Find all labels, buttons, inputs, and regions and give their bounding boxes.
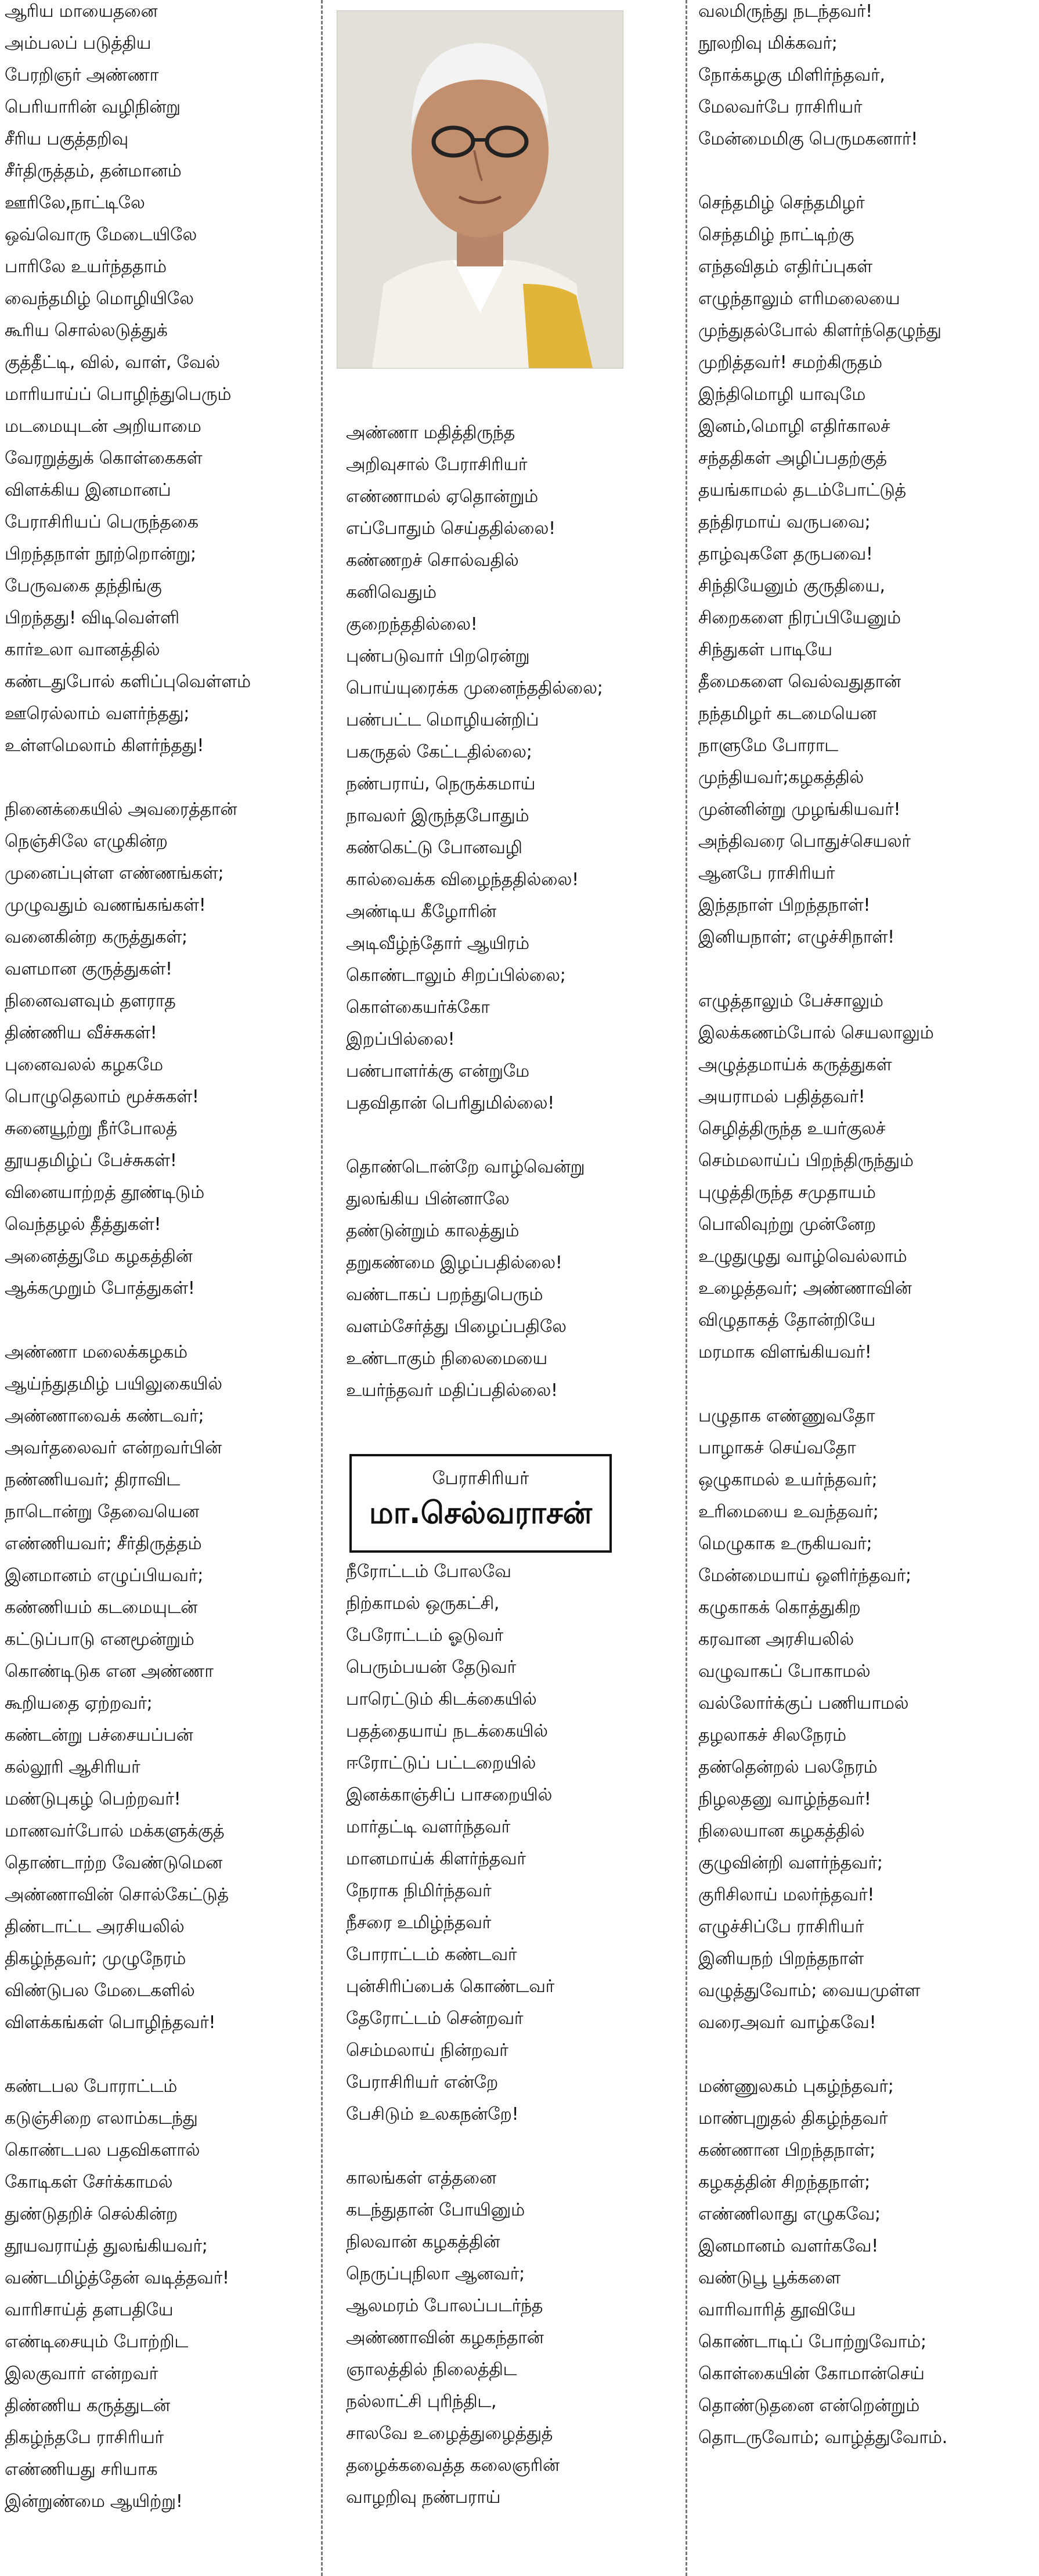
poem-line: உழுதுழுது வாழ்வெல்லாம் [698, 1246, 907, 1267]
poem-line: வாரிசாய்த் தளபதியே [5, 2300, 174, 2320]
poem-line: கண்ணான பிறந்தநாள்; [698, 2140, 875, 2160]
poem-line: பெரும்பயன் தேடுவர் [346, 1657, 516, 1677]
poem-line: செழித்திருந்த உயர்குலச் [698, 1119, 886, 1139]
poem-line: கண்டன்று பச்சையப்பன் [5, 1725, 193, 1745]
poem-line: சிறைகளை நிரப்பியேனும் [698, 608, 901, 628]
poem-line: மேன்மைமிகு பெருமகனார்! [698, 129, 918, 149]
poem-line: செம்மலாய்ப் பிறந்திருந்தும் [698, 1150, 914, 1171]
poem-line: கொண்டாடிப் போற்றுவோம்; [698, 2332, 926, 2352]
poem-line: மாண்புறுதல் திகழ்ந்தவர் [698, 2108, 888, 2128]
poem-line: பழுதாக எண்ணுவதோ [698, 1406, 875, 1426]
poem-line: விளக்கங்கள் பொழிந்தவர்! [5, 2012, 216, 2033]
poem-line: சிந்துகள் பாடியே [698, 640, 832, 660]
poem-line: வைந்தமிழ் மொழியிலே [5, 288, 194, 309]
stanza-gap [0, 1304, 313, 1336]
poem-line: பண்பட்ட மொழியன்றிப் [346, 710, 539, 730]
poem-line: கால்வைக்க விழைந்ததில்லை! [346, 870, 579, 890]
poem-line: கழுகாகக் கொத்துகிற [698, 1597, 861, 1618]
poem-line: திகழ்ந்தவர்; முழுநேரம் [5, 1949, 186, 1969]
stanza [698, 985, 1039, 1368]
poem-line: அம்பலப் படுத்திய [5, 33, 151, 53]
poem-line: வாரிவாரித் தூவியே [698, 2300, 856, 2320]
poem-line: மேலவர்பே ராசிரியர் [698, 97, 863, 117]
column-divider-right [686, 0, 687, 2576]
poem-line: அண்ணா மலைக்கழகம் [5, 1342, 187, 1362]
poem-line: இலகுவார் என்றவர் [5, 2364, 158, 2384]
column-divider-left [321, 0, 323, 2576]
poem-line: நிலையான கழகத்தில் [698, 1821, 865, 1841]
poem-line: இனக்காஞ்சிப் பாசறையில் [346, 1785, 553, 1805]
author-name: மா.செல்வராசன் [369, 1496, 593, 1531]
poem-line: அண்ணாவின் சொல்கேட்டுத் [5, 1885, 229, 1905]
poem-line: புழுத்திருந்த சமுதாயம் [698, 1182, 876, 1203]
poem-line: உண்டாகும் நிலைமையை [346, 1348, 547, 1369]
poem-line: வழுத்துவோம்; வையமுள்ள [698, 1980, 921, 2001]
poem-line: தொண்டுதனை என்றென்றும் [698, 2395, 920, 2416]
poem-line: மண்டுபுகழ் பெற்றவர்! [5, 1789, 181, 1809]
poem-line: எழுத்தாலும் பேச்சாலும் [698, 991, 883, 1011]
poem-line: மார்தட்டி வளர்ந்தவர் [346, 1817, 511, 1837]
stanza-gap [694, 2039, 1039, 2070]
poem-line: கோடிகள் சேர்க்காமல் [5, 2172, 173, 2192]
poem-line: திண்ணிய கருத்துடன் [5, 2395, 170, 2416]
poem-line: விழுதாகத் தோன்றியே [698, 1310, 876, 1330]
poem-line: அண்ணாவைக் கண்டவர்; [5, 1406, 204, 1426]
poem-line: உள்ளமெலாம் கிளர்ந்தது! [5, 735, 204, 756]
poem-line: பாழாகச் செய்வதோ [698, 1438, 856, 1458]
stanza-gap [694, 953, 1039, 985]
poem-line: நேராக நிமிர்ந்தவர் [346, 1881, 492, 1901]
poem-line: தீமைகளை வெல்வதுதான் [698, 672, 901, 692]
poem-line: கனிவெதும் [346, 582, 436, 602]
stanza [5, 0, 313, 762]
poem-line: செந்தமிழ் நாட்டிற்கு [698, 225, 854, 245]
poem-column-1 [0, 0, 313, 2517]
poem-line: இலக்கணம்போல் செயலாலும் [698, 1023, 934, 1043]
poem-line: வனைகின்ற கருத்துகள்; [5, 927, 187, 947]
poem-line: பேரறிஞர் அண்ணா [5, 65, 159, 85]
author-byline-box [349, 1454, 612, 1553]
poem-line: இந்திமொழி யாவுமே [698, 384, 866, 405]
poem-line: தறுகண்மை இழப்பதில்லை! [346, 1253, 562, 1273]
poem-line: தொடருவோம்; வாழ்த்துவோம். [698, 2427, 947, 2448]
poem-line: பொலிவுற்று முன்னேற [698, 1214, 876, 1235]
poem-line: ஆக்கமுறும் போத்துகள்! [5, 1278, 195, 1298]
poem-line: அண்டிய கீழோரின் [346, 901, 496, 922]
poem-line: கண்டதுபோல் களிப்புவெள்ளம் [5, 672, 251, 692]
poem-line: முன்னின்று முழங்கியவர்! [698, 799, 901, 820]
poem-line: எப்போதும் செய்ததில்லை! [346, 518, 555, 539]
poem-line: சந்ததிகள் அழிப்பதற்குத் [698, 448, 887, 468]
poem-line: மரமாக விளங்கியவர்! [698, 1342, 872, 1362]
poem-line: அறிவுசால் பேராசிரியர் [346, 454, 528, 475]
poem-line: அயராமல் பதித்தவர்! [698, 1087, 865, 1107]
poem-line: பேராசிரியர் என்றே [346, 2072, 499, 2092]
poem-line: வண்டுபூ பூக்களை [698, 2268, 841, 2288]
poem-line: அனைத்துமே கழகத்தின் [5, 1246, 193, 1267]
poem-line: வினையாற்றத் தூண்டிடும் [5, 1182, 204, 1203]
poem-line: திண்ணிய வீச்சுகள்! [5, 1023, 157, 1043]
poem-line: புனைவலல் கழகமே [5, 1055, 163, 1075]
stanza-list [694, 0, 1039, 2454]
stanza [698, 2070, 1039, 2454]
poem-line: வளமான குருத்துகள்! [5, 959, 172, 979]
poem-line: நிலவான் கழகத்தின் [346, 2232, 500, 2252]
poem-line: குழுவின்றி வளர்ந்தவர்; [698, 1853, 883, 1873]
poem-line: வழுவாகப் போகாமல் [698, 1661, 871, 1682]
poem-line: நோக்கழகு மிளிர்ந்தவர், [698, 65, 885, 85]
poem-line: இனியநாள்; எழுச்சிநாள்! [698, 927, 894, 947]
poem-line: கழகத்தின் சிறந்தநாள்; [698, 2172, 870, 2192]
poem-line: திகழ்ந்தபே ராசிரியர் [5, 2427, 164, 2448]
author-title: பேராசிரியர் [432, 1468, 529, 1489]
poem-line: நிழலதனு வாழ்ந்தவர்! [698, 1789, 871, 1809]
stanza-gap [341, 2130, 603, 2162]
poem-line: புண்படுவார் பிறரென்று [346, 646, 530, 666]
poem-line: காலங்கள் எத்தனை [346, 2168, 496, 2188]
poem-line: இனமானம் எழுப்பியவர்; [5, 1565, 204, 1586]
poem-line: கல்லூரி ஆசிரியர் [5, 1757, 140, 1777]
poem-line: தந்திரமாய் வருபவை; [698, 512, 871, 532]
poem-line: மானமாய்க் கிளர்ந்தவர் [346, 1849, 526, 1869]
poem-line: பிறந்தநாள் நூற்றொன்று; [5, 544, 196, 564]
stanza-gap [0, 762, 313, 793]
poem-line: கொண்டாலும் சிறப்பில்லை; [346, 965, 566, 986]
poem-line: பாரெட்டும் கிடக்கையில் [346, 1689, 537, 1709]
poem-line: கொள்கையர்க்கோ [346, 997, 490, 1018]
stanza [346, 2162, 603, 2513]
stanza [698, 187, 1039, 953]
poem-line: எழுந்தாலும் எரிமலையை [698, 288, 900, 309]
poem-line: தூயதமிழ்ப் பேச்சுகள்! [5, 1150, 177, 1171]
poem-line: உரிமையை உவந்தவர்; [698, 1502, 879, 1522]
poem-line: வரைஅவர் வாழ்கவே! [698, 2012, 876, 2033]
poem-line: இந்தநாள் பிறந்தநாள்! [698, 895, 871, 915]
poem-line: தொண்டொன்றே வாழ்வென்று [346, 1157, 585, 1177]
stanza [5, 793, 313, 1304]
poem-line: அவர்தலைவர் என்றவர்பின் [5, 1438, 222, 1458]
poem-line: அண்ணாவின் கழகந்தான் [346, 2328, 544, 2348]
poem-line: முழுவதும் வணங்கங்கள்! [5, 895, 206, 915]
poem-line: நீசரை உமிழ்ந்தவர் [346, 1913, 492, 1933]
poem-line: அழுத்தமாய்க் கருத்துகள் [698, 1055, 892, 1075]
poem-line: கண்ணறச் சொல்வதில் [346, 550, 519, 571]
poem-line: திண்டாட்ட அரசியலில் [5, 1917, 185, 1937]
poem-line: எண்ணியவர்; சீர்திருத்தம் [5, 1534, 202, 1554]
poem-line: மாணவர்போல் மக்களுக்குத் [5, 1821, 225, 1841]
portrait-image [337, 11, 623, 368]
poem-line: நாவலர் இருந்தபோதும் [346, 806, 529, 826]
poem-line: வாழறிவு நண்பராய் [346, 2487, 501, 2508]
poem-line: சாலவே உழைத்துழைத்துத் [346, 2423, 553, 2444]
stanza [698, 0, 1039, 155]
poem-line: நூலறிவு மிக்கவர்; [698, 33, 838, 53]
poem-line: நெஞ்சிலே எழுகின்ற [5, 831, 168, 852]
poem-line: நினைவளவும் தளராத [5, 991, 176, 1011]
poem-line: குத்தீட்டி, வில், வாள், வேல் [5, 352, 220, 373]
poem-line: விண்டுபல மேடைகளில் [5, 1980, 195, 2001]
poem-line: மண்ணுலகம் புகழ்ந்தவர்; [698, 2076, 894, 2097]
poem-line: வெந்தழல் தீத்துகள்! [5, 1214, 161, 1235]
poem-line: துலங்கிய பின்னாலே [346, 1189, 510, 1209]
poem-line: நாளுமே போராட [698, 735, 838, 756]
poem-line: ஒவ்வொரு மேடையிலே [5, 225, 197, 245]
stanza-gap [0, 2039, 313, 2070]
poem-line: சுனையூற்று நீர்போலத் [5, 1119, 178, 1139]
poem-line: கண்டபல போராட்டம் [5, 2076, 178, 2097]
stanza [698, 1400, 1039, 2039]
poem-line: பண்பாளர்க்கு என்றுமே [346, 1061, 529, 1081]
poem-line: கடந்துதான் போயினும் [346, 2200, 525, 2220]
poem-line: செம்மலாய் நின்றவர் [346, 2040, 508, 2061]
poem-line: துண்டுதறிச் செல்கின்ற [5, 2204, 178, 2224]
poem-line: எண்டிசையும் போற்றிட [5, 2332, 188, 2352]
poem-line: தண்தென்றல் பலநேரம் [698, 1757, 878, 1777]
poem-line: எண்ணியது சரியாக [5, 2459, 158, 2480]
poem-line: அந்திவரை பொதுச்செயலர் [698, 831, 911, 852]
poem-line: ஆரிய மாயைதனை [5, 1, 158, 21]
poem-line: இனியநற் பிறந்தநாள் [698, 1949, 864, 1969]
poem-line: வல்லோர்க்குப் பணியாமல் [698, 1693, 909, 1713]
poem-line: நாடொன்று தேவையென [5, 1502, 199, 1522]
poem-line: நினைக்கையில் அவரைத்தான் [5, 799, 237, 820]
poem-line: மடமையுடன் அறியாமை [5, 416, 201, 436]
poem-line: தேரோட்டம் சென்றவர் [346, 2008, 524, 2029]
poem-line: ஞாலத்தில் நிலைத்திட [346, 2359, 517, 2380]
poem-line: இறப்பில்லை! [346, 1029, 455, 1049]
poem-line: ஊரெல்லாம் வளர்ந்தது; [5, 703, 190, 724]
poem-line: கொண்டிடுக என அண்ணா [5, 1661, 214, 1682]
poem-line: எண்ணாமல் ஏதொன்றும் [346, 486, 538, 507]
poem-line: கொண்டபல பதவிகளால் [5, 2140, 200, 2160]
poem-line: செந்தமிழ் செந்தமிழர் [698, 193, 865, 213]
poem-line: நெருப்புநிலா ஆனவர்; [346, 2264, 525, 2284]
poem-line: பெரியாரின் வழிநின்று [5, 97, 181, 117]
poem-line: இனம்,மொழி எதிர்காலச் [698, 416, 890, 436]
poem-line: ஈரோட்டுப் பட்டறையில் [346, 1753, 536, 1773]
poem-line: வேரறுத்துக் கொள்கைகள் [5, 448, 203, 468]
poem-line: புன்சிரிப்பைக் கொண்டவர் [346, 1976, 555, 1997]
stanza [5, 2070, 313, 2517]
poem-line: பாரிலே உயர்ந்ததாம் [5, 257, 167, 277]
poem-line: ஆனபே ராசிரியர் [698, 863, 835, 883]
poem-line: தயங்காமல் தடம்போட்டுத் [698, 480, 906, 500]
poem-line: சிந்தியேனும் குருதியை, [698, 576, 885, 596]
poem-line: பொழுதெலாம் மூச்சுகள்! [5, 1087, 199, 1107]
poem-line: இன்றுண்மை ஆயிற்று! [5, 2491, 183, 2512]
poem-line: கூறியதை ஏற்றவர்; [5, 1693, 153, 1713]
poem-line: ஊரிலே,நாட்டிலே [5, 193, 145, 213]
poem-line: வண்டமிழ்த்தேன் வடித்தவர்! [5, 2268, 229, 2288]
poem-line: மாரியாய்ப் பொழிந்துபெரும் [5, 384, 232, 405]
stanza [346, 417, 603, 1119]
poem-line: தொண்டாற்ற வேண்டுமென [5, 1853, 222, 1873]
stanza-gap [694, 1368, 1039, 1400]
poem-line: கண்கெட்டு போனவழி [346, 838, 522, 858]
poem-line: சீரிய பகுத்தறிவு [5, 129, 128, 149]
poem-line: முறித்தவர்! சமற்கிருதம் [698, 352, 882, 373]
poem-line: நண்ணியவர்; திராவிட [5, 1470, 180, 1490]
poem-line: கண்ணியம் கடமையுடன் [5, 1597, 198, 1618]
poem-line: பேருவகை தந்திங்கு [5, 576, 162, 596]
stanza [346, 1151, 603, 1406]
stanza-gap [341, 1119, 603, 1151]
poem-line: தண்டுன்றும் காலத்தும் [346, 1221, 520, 1241]
poem-line: பேராசிரியப் பெருந்தகை [5, 512, 199, 532]
poem-line: மேன்மையாய் ஒளிர்ந்தவர்; [698, 1565, 911, 1586]
poem-line: முனைப்புள்ள எண்ணங்கள்; [5, 863, 224, 883]
stanza-gap [694, 155, 1039, 187]
poem-line: நண்பராய், நெருக்கமாய் [346, 774, 536, 794]
poem-line: தழலாகச் சிலநேரம் [698, 1725, 846, 1745]
poem-line: வளம்சேர்த்து பிழைப்பதிலே [346, 1316, 567, 1337]
poem-line: கட்டுப்பாடு எனமூன்றும் [5, 1629, 194, 1650]
poem-line: உழைத்தவர்; அண்ணாவின் [698, 1278, 912, 1298]
stanza-list [0, 0, 313, 2517]
poem-line: நீரோட்டம் போலவே [346, 1561, 511, 1582]
poem-line: குறைந்ததில்லை! [346, 614, 478, 634]
poem-line: சீர்திருத்தம், தன்மானம் [5, 161, 182, 181]
poem-line: பகருதல் கேட்டதில்லை; [346, 742, 532, 762]
poem-line: கார்உலா வானத்தில் [5, 640, 160, 660]
poem-line: முந்தியவர்;கழகத்தில் [698, 767, 864, 788]
poem-line: பேரோட்டம் ஓடுவர் [346, 1625, 503, 1646]
poem-line: போராட்டம் கண்டவர் [346, 1944, 517, 1965]
poem-line: கொள்கையின் கோமான்செய் [698, 2364, 925, 2384]
poem-line: அடிவீழ்ந்தோர் ஆயிரம் [346, 933, 529, 954]
poem-line: பொய்யுரைக்க முனைந்ததில்லை; [346, 678, 603, 698]
stanza [5, 1336, 313, 2039]
poem-line: கடுஞ்சிறை எலாம்கடந்து [5, 2108, 198, 2128]
poem-line: குரிசிலாய் மலர்ந்தவர்! [698, 1885, 875, 1905]
poem-line: வண்டாகப் பறந்துபெரும் [346, 1285, 543, 1305]
poem-line: கரவான அரசியலில் [698, 1629, 854, 1650]
poem-line: பிறந்தது! விடிவெள்ளி [5, 608, 179, 628]
poem-line: பதவிதான் பெரிதுமில்லை! [346, 1093, 554, 1113]
poem-line: முந்துதல்போல் கிளர்ந்தெழுந்து [698, 320, 941, 341]
poem-line: தாழ்வுகளே தருபவை! [698, 544, 873, 564]
author-portrait [337, 10, 623, 369]
poem-line: அண்ணா மதித்திருந்த [346, 423, 515, 443]
poem-line: ஆய்ந்துதமிழ் பயிலுகையில் [5, 1374, 222, 1394]
poem-line: இனமானம் வளர்கவே! [698, 2236, 878, 2256]
poem-line: ஆலமரம் போலப்படர்ந்த [346, 2296, 543, 2316]
stanza [346, 1556, 603, 2130]
poem-line: ஒழுகாமல் உயர்ந்தவர்; [698, 1470, 878, 1490]
poem-line: கூரிய சொல்லடுத்துக் [5, 320, 168, 341]
poem-line: எழுச்சிப்பே ராசிரியர் [698, 1917, 864, 1937]
poem-line: நிற்காமல் ஒருகட்சி, [346, 1593, 500, 1614]
poem-line: தூயவராய்த் துலங்கியவர்; [5, 2236, 208, 2256]
poem-line: பதத்தையாய் நடக்கையில் [346, 1721, 548, 1741]
poem-line: மெழுகாக உருகியவர்; [698, 1534, 872, 1554]
poem-line: உயர்ந்தவர் மதிப்பதில்லை! [346, 1380, 558, 1401]
poem-line: விளக்கிய இனமானப் [5, 480, 171, 500]
poem-line: நல்லாட்சி புரிந்திட, [346, 2391, 497, 2412]
poem-line: எண்ணிலாது எழுகவே; [698, 2204, 881, 2224]
poem-line: எந்தவிதம் எதிர்ப்புகள் [698, 257, 872, 277]
poem-line: வலமிருந்து நடந்தவர்! [698, 1, 872, 21]
poem-line: பேசிடும் உலகநன்றே! [346, 2104, 519, 2124]
poem-column-3 [694, 0, 1039, 2454]
poem-line: தழைக்கவைத்த கலைஞரின் [346, 2455, 560, 2476]
poem-line: நந்தமிழர் கடமையென [698, 703, 877, 724]
